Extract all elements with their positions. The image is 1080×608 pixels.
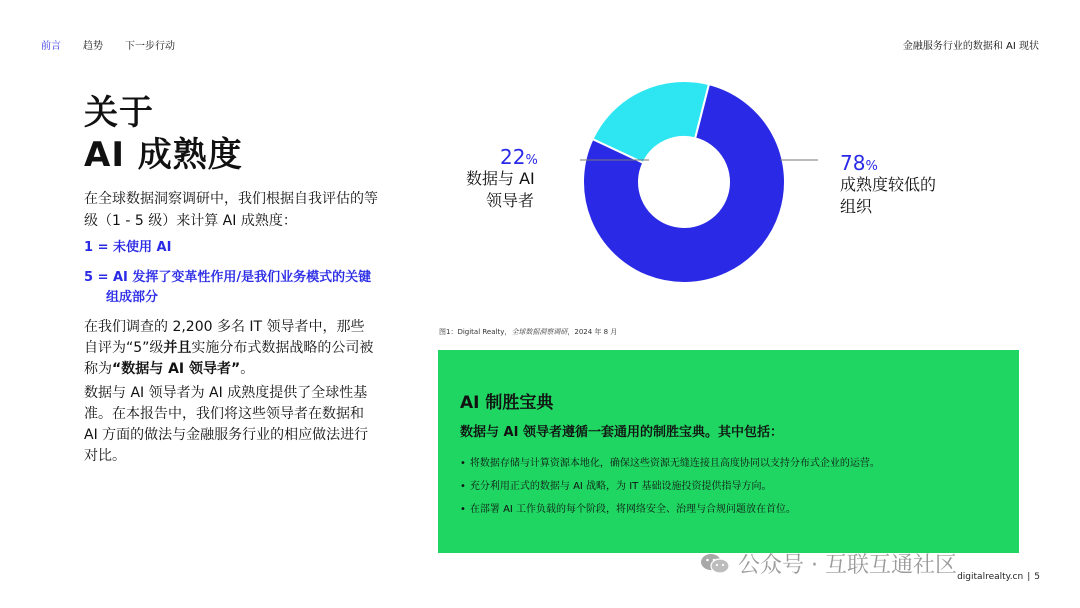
level-5: 5 = AI 发挥了变革性作用/是我们业务模式的关键组成部分 <box>84 270 372 305</box>
nav-tab-trends[interactable]: 趋势 <box>83 41 103 52</box>
category-leaders-line2: 领导者 <box>486 191 535 210</box>
def-text-3: 。 <box>240 361 255 377</box>
footer-separator: | <box>1027 572 1031 582</box>
category-leaders-line1: 数据与 AI <box>466 169 535 188</box>
donut-slices <box>583 81 785 283</box>
playbook-subtitle: 数据与 AI 领导者遵循一套通用的制胜宝典。其中包括： <box>460 425 783 440</box>
caption-source: 全球数据洞察调研 <box>511 328 568 336</box>
maturity-levels <box>84 238 384 318</box>
category-low-maturity-line2: 组织 <box>840 197 873 216</box>
playbook-item: • 将数据存储与计算资源本地化，确保这些资源无缝连接且高度协同以支持分布式企业的运营。 <box>460 452 880 475</box>
leaders-definition <box>84 317 374 380</box>
benchmark-text: 数据与 AI 领导者为 AI 成熟度提供了全球性基准。在本报告中，我们将这些领导者在数据和 AI 方面的做法与金融服务行业的相应做法进行对比。 <box>84 385 369 464</box>
heading-line-2: AI 成熟度 <box>84 135 243 175</box>
level-1: 1 = 未使用 AI <box>84 240 172 255</box>
intro-text: 在全球数据洞察调研中，我们根据自我评估的等级（1 - 5 级）来计算 AI 成熟度： <box>84 191 378 229</box>
heading-line-1: 关于 <box>84 93 154 133</box>
value-low-maturity: 78 <box>840 151 866 175</box>
watermark-text: 公众号 · 互联互通社区 <box>738 553 957 578</box>
watermark <box>700 548 957 579</box>
def-bold-1: 并且 <box>163 340 192 356</box>
top-nav <box>41 37 175 52</box>
category-low-maturity-line1: 成熟度较低的 <box>840 175 937 194</box>
nav-tab-next-steps[interactable]: 下一步行动 <box>125 41 175 52</box>
nav-tab-preface[interactable]: 前言 <box>41 41 61 52</box>
figure-caption <box>439 327 617 337</box>
def-bold-2: “数据与 AI 领导者” <box>112 361 241 377</box>
caption-prefix: 图1：Digital Realty， <box>439 328 512 336</box>
page-heading <box>84 92 243 176</box>
playbook-item: • 在部署 AI 工作负载的每个阶段，将网络安全、治理与合规问题放在首位。 <box>460 498 880 521</box>
report-title: 金融服务行业的数据和 AI 现状 <box>902 41 1039 52</box>
value-label-low-maturity <box>840 151 878 175</box>
playbook-title: AI 制胜宝典 <box>460 393 554 413</box>
maturity-donut-chart <box>420 80 1020 330</box>
page-number: 5 <box>1034 572 1040 582</box>
def-text-1: 在我们调查的 2,200 多名 IT 领导者中，那些自评为“5”级 <box>84 319 365 356</box>
playbook-list <box>460 452 880 521</box>
page-footer <box>957 572 1040 582</box>
caption-date: ，2024 年 8 月 <box>567 328 618 336</box>
value-label-leaders <box>500 145 538 169</box>
wechat-icon <box>700 552 730 576</box>
unit-low-maturity: % <box>865 159 878 174</box>
playbook-item: • 充分利用正式的数据与 AI 战略，为 IT 基础设施投资提供指导方向。 <box>460 475 880 498</box>
value-leaders: 22 <box>500 145 526 169</box>
def-text-2: 实施分布式数据战略的公司被称为 <box>84 340 374 377</box>
unit-leaders: % <box>525 153 538 168</box>
ai-playbook-box <box>438 350 1019 553</box>
footer-site[interactable]: digitalrealty.cn <box>957 572 1024 582</box>
